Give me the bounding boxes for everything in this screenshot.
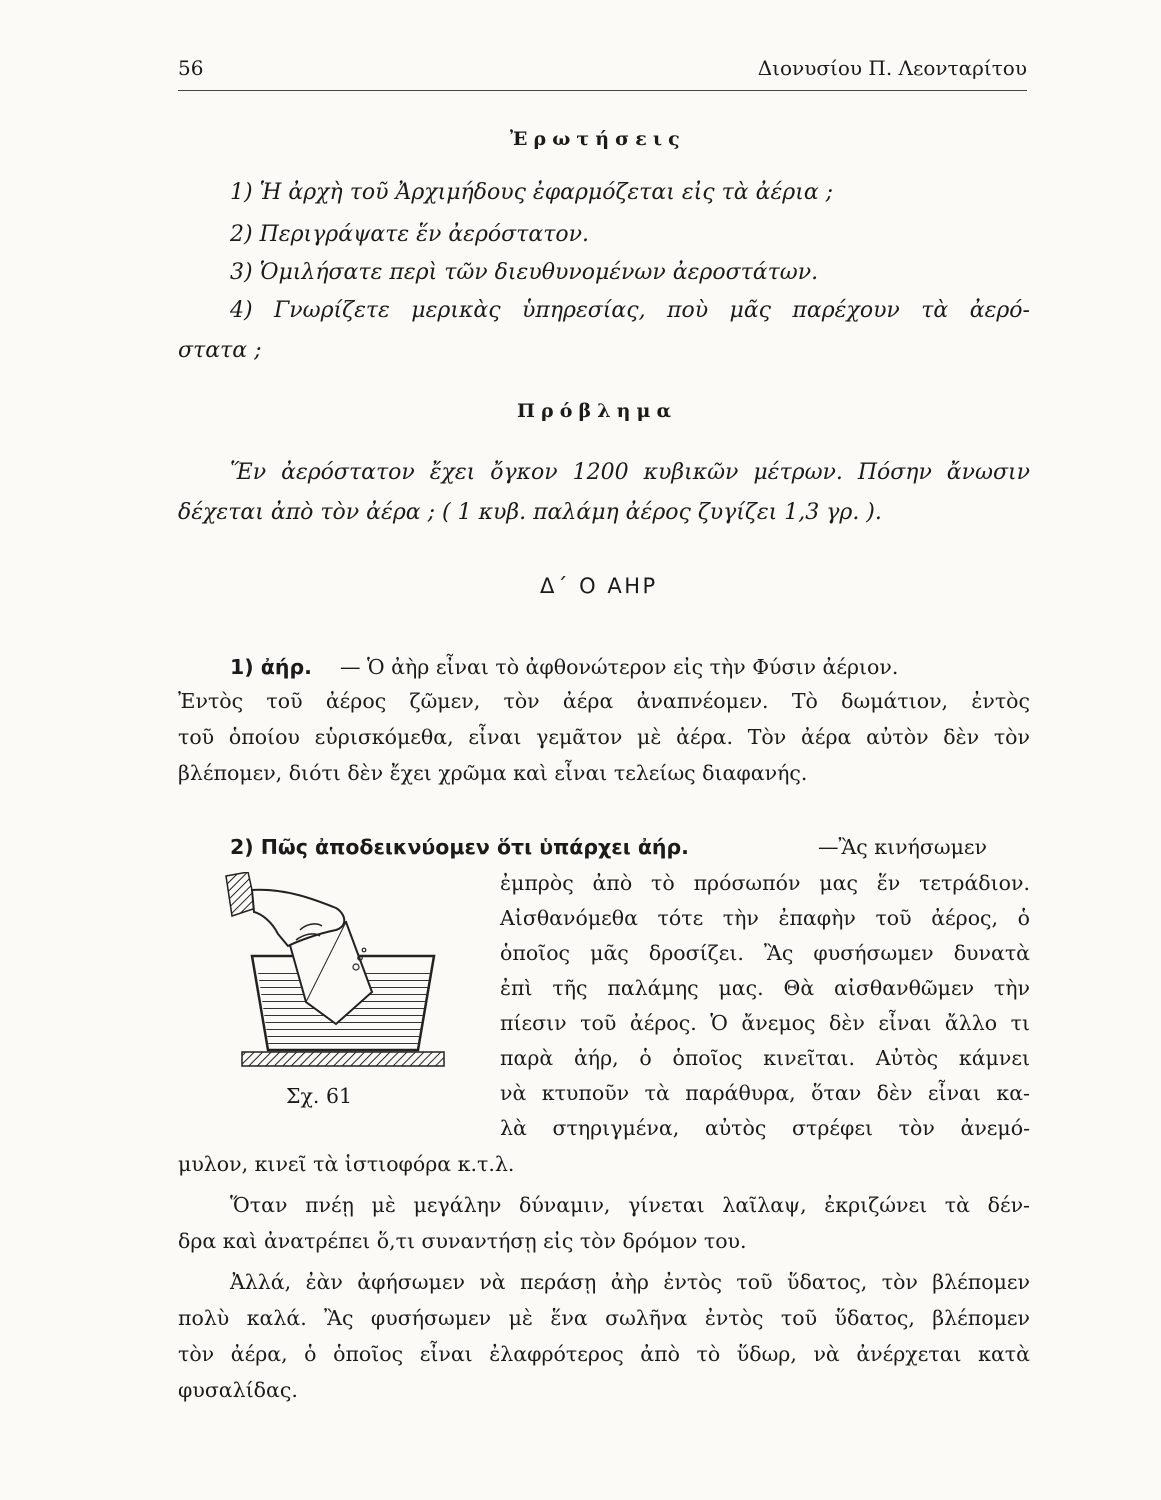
section-2-line-4: ὁποῖος μᾶς δροσίζει. Ἂς φυσήσωμεν δυνατὰ (500, 941, 1030, 965)
section-2-line-6: πίεσιν τοῦ ἀέρος. Ὁ ἄνεμος δὲν εἶναι ἄλλο τι (500, 1011, 1030, 1035)
section-1-line-3: τοῦ ὁποίου εὑρισκόμεθα, εἶναι γεμᾶτον μὲ ἀέρα. Τὸν ἀέρα αὐτὸν δὲν τὸν (178, 725, 1030, 749)
section-2-line-15: τὸν ἀέρα, ὁ ὁποῖος εἶναι ἐλαφρότερος ἀπὸ τὸ ὕδωρ, νὰ ἀνέρχεται κατὰ (178, 1342, 1030, 1366)
section-2-line-8: νὰ κτυποῦν τὰ παράθυρα, ὅταν δὲν εἶναι κα- (500, 1081, 1030, 1105)
question-4: 4) Γνωρίζετε μερικὰς ὑπηρεσίας, ποὺ μᾶς παρέχουν τὰ ἀερό- (230, 298, 1030, 323)
problem-line-2: δέχεται ἀπὸ τὸν ἀέρα ; ( 1 κυβ. παλάμη ἀέρος ζυγίζει 1,3 γρ. ). (178, 500, 882, 525)
section-2-line-13: Ἀλλά, ἐὰν ἀφήσωμεν νὰ περάσῃ ἀὴρ ἐντὸς τοῦ ὕδατος, τὸν βλέπομεν (230, 1270, 1030, 1294)
section-2-line-12: δρα καὶ ἀνατρέπει ὅ,τι συναντήσῃ εἰς τὸν δρόμον του. (178, 1229, 747, 1253)
base-board (242, 1052, 444, 1066)
section-2-line-16: φυσαλίδας. (178, 1378, 298, 1402)
section-2-title: 2) Πῶς ἀποδεικνύομεν ὅτι ὑπάρχει ἀήρ. (230, 835, 689, 859)
section-1-line-1: — Ὁ ἀὴρ εἶναι τὸ ἀφθονώτερον εἰς τὴν Φύσιν ἀέριον. (340, 655, 899, 679)
header-rule (178, 90, 1027, 91)
section-2-line-1: —Ἂς κινήσωμεν (818, 835, 988, 859)
section-1-title: 1) ἀήρ. (230, 655, 312, 679)
section-2-line-9: λὰ στηριγμένα, αὐτὸς στρέφει τὸν ἀνεμό- (500, 1116, 1030, 1140)
section-2-line-14: πολὺ καλά. Ἂς φυσήσωμεν μὲ ἕνα σωλῆνα ἐντὸς τοῦ ὕδατος, βλέπομεν (178, 1306, 1030, 1330)
section-2-line-10: μυλον, κινεῖ τὰ ἱστιοφόρα κ.τ.λ. (178, 1152, 515, 1176)
section-1-line-4: βλέπομεν, διότι δὲν ἔχει χρῶμα καὶ εἶναι τελείως διαφανής. (178, 761, 808, 785)
running-title: Διονυσίου Π. Λεονταρίτου (757, 56, 1027, 80)
section-1-line-2: Ἐντὸς τοῦ ἀέρος ζῶμεν, τὸν ἀέρα ἀναπνέομεν. Τὸ δωμάτιον, ἐντὸς (178, 689, 1030, 713)
section-2-line-5: ἐπὶ τῆς παλάμης μας. Θὰ αἰσθανθῶμεν τὴν (500, 976, 1030, 1000)
questions-heading: Ἐρωτήσεις (510, 128, 686, 150)
section-2-line-3: Αἰσθανόμεθα τότε τὴν ἐπαφὴν τοῦ ἀέρος, ὁ (500, 906, 1030, 930)
problem-heading: Πρόβλημα (517, 400, 678, 422)
question-4-cont: στατα ; (178, 338, 262, 363)
section-2-line-7: παρὰ ἀήρ, ὁ ὁποῖος κινεῖται. Αὐτὸς κάμνει (500, 1046, 1030, 1070)
question-2: 2) Περιγράψατε ἕν ἀερόστατον. (230, 222, 589, 247)
chapter-title: Δ΄ Ο ΑΗΡ (540, 574, 658, 598)
problem-line-1: Ἕν ἀερόστατον ἔχει ὄγκον 1200 κυβικῶν μέτρων. Πόσην ἄνωσιν (230, 460, 1030, 485)
hand-glass-in-water-illustration (196, 872, 456, 1090)
figure-caption: Σχ. 61 (286, 1084, 353, 1108)
question-1: 1) Ἡ ἀρχὴ τοῦ Ἀρχιμήδους ἐφαρμόζεται εἰς τὰ ἀέρια ; (230, 180, 834, 205)
section-2-line-11: Ὅταν πνέῃ μὲ μεγάλην δύναμιν, γίνεται λαῖλαψ, ἐκριζώνει τὰ δέν- (230, 1193, 1030, 1217)
section-2-line-2: ἐμπρὸς ἀπὸ τὸ πρόσωπόν μας ἕν τετράδιον. (500, 871, 1030, 895)
page-number: 56 (178, 56, 204, 80)
air-bubble (362, 948, 366, 952)
question-3: 3) Ὁμιλήσατε περὶ τῶν διευθυνομένων ἀεροστάτων. (230, 260, 819, 285)
